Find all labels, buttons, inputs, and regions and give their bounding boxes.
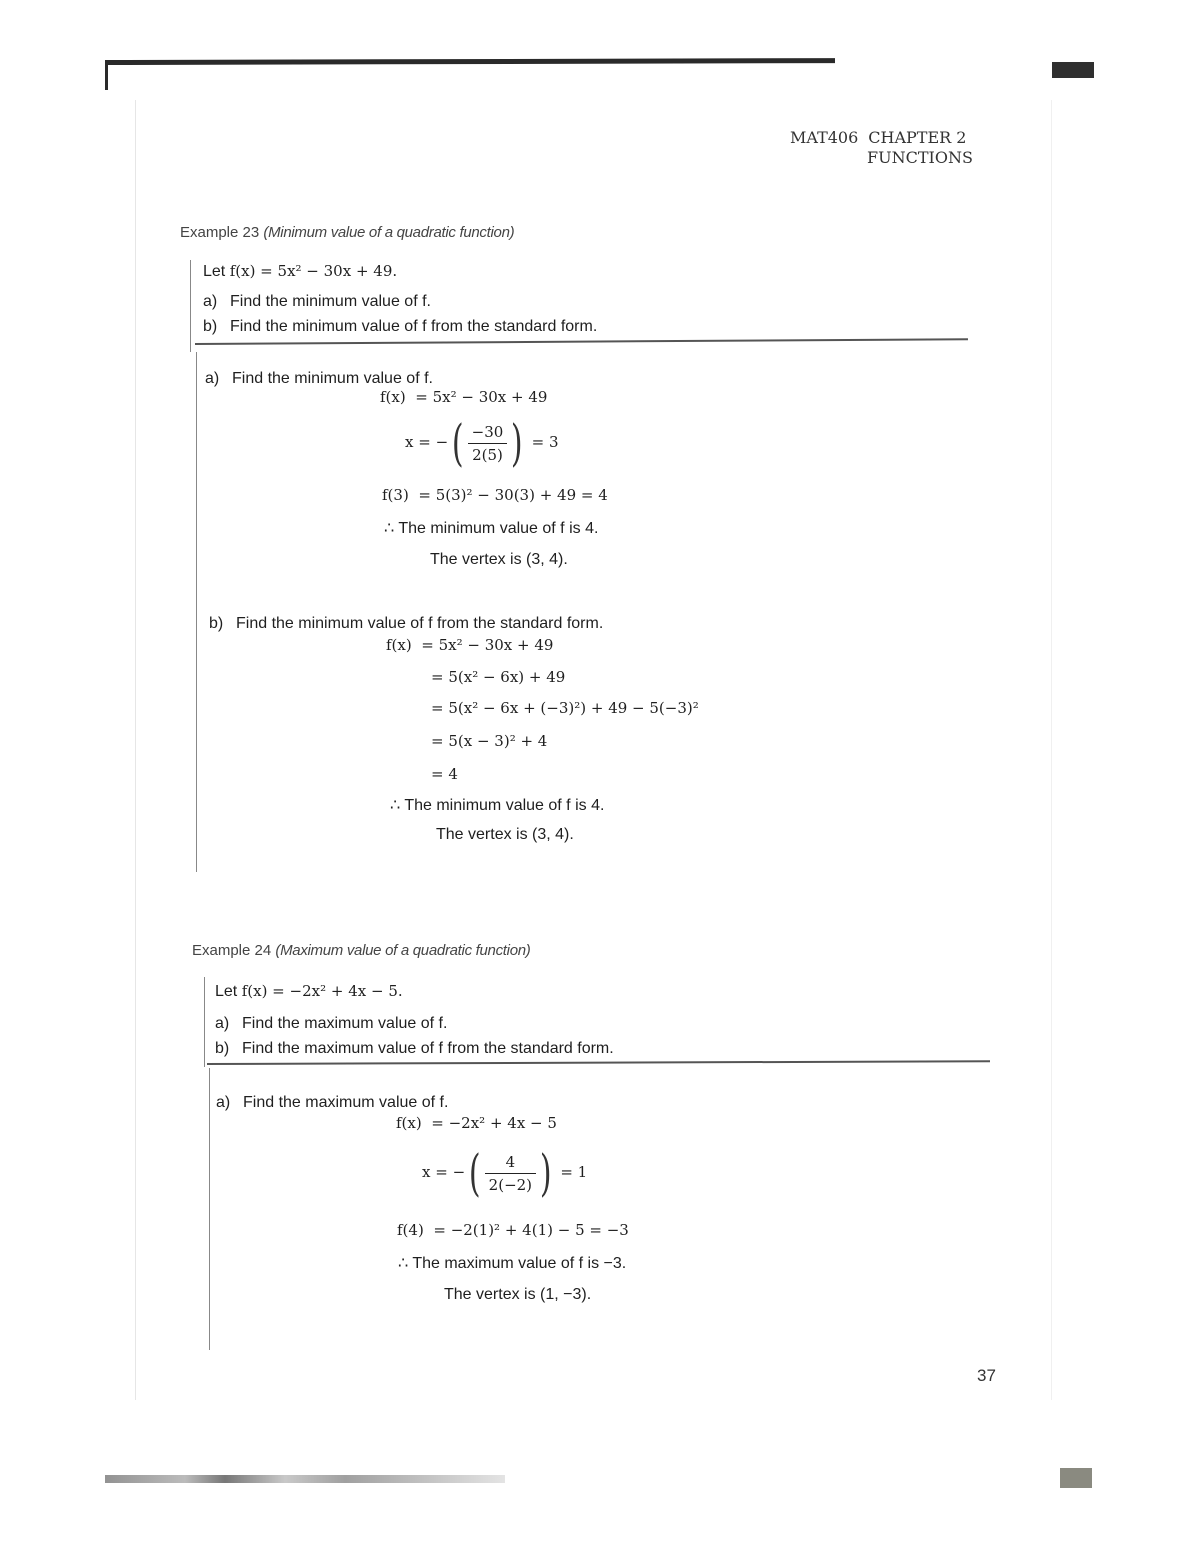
example-23-number: Example 23 bbox=[180, 224, 260, 241]
solution-23-border bbox=[196, 352, 197, 872]
example-24-subtitle: (Maximum value of a quadratic function) bbox=[275, 942, 531, 959]
let-label: Let bbox=[215, 983, 238, 1000]
example-24-number: Example 24 bbox=[192, 942, 272, 959]
example-23-subtitle: (Minimum value of a quadratic function) bbox=[263, 224, 515, 241]
fraction bbox=[468, 423, 508, 464]
question-text: Find the maximum value of f from the standard form. bbox=[242, 1040, 614, 1057]
solution-23-a-vertex-x: x = −( $\frac{-30}{2(5)}$ ) = 3 bbox=[405, 414, 559, 472]
solution-23-b-line3: = 5(x² − 6x + (−3)²) + 49 − 5(−3)² bbox=[431, 699, 699, 717]
equation-lhs: f(x) bbox=[396, 1114, 422, 1132]
solution-23-b-line4: = 5(x − 3)² + 4 bbox=[431, 732, 548, 750]
course-code: MAT406 bbox=[790, 128, 859, 147]
solution-24-a-vertex-x: x = −( $\frac{4}{2(-2)}$ ) = 1 bbox=[422, 1144, 588, 1202]
fraction-denominator: 2(−2) bbox=[488, 1175, 533, 1194]
equation-lhs: x bbox=[422, 1163, 431, 1181]
equation-lhs: x bbox=[405, 433, 414, 451]
example-24-title bbox=[192, 942, 530, 959]
fraction-denominator: 2(5) bbox=[472, 445, 503, 464]
solution-24-a-line1 bbox=[396, 1114, 557, 1132]
equation-rhs: = 5x² − 30x + 49 bbox=[415, 388, 548, 406]
let-label: Let bbox=[203, 263, 226, 280]
part-label: a) bbox=[215, 1015, 230, 1032]
question-24-b bbox=[215, 1040, 614, 1058]
paper-corner-shadow bbox=[1052, 62, 1094, 78]
question-23-b bbox=[203, 318, 597, 336]
solution-23-a-line1 bbox=[380, 388, 547, 406]
solution-heading: Find the maximum value of f. bbox=[243, 1094, 449, 1111]
paper-bottom-edge bbox=[105, 1475, 505, 1483]
fraction bbox=[485, 1153, 536, 1194]
equation-lhs: f(4) bbox=[397, 1221, 424, 1239]
solution-23-b-line1 bbox=[386, 636, 553, 654]
solution-24-a-conclusion: ∴ The maximum value of f is −3. bbox=[398, 1255, 627, 1272]
equation-lhs: f(x) bbox=[386, 636, 412, 654]
question-text: Find the maximum value of f. bbox=[242, 1015, 448, 1032]
page-header bbox=[790, 128, 973, 168]
equation-result: = 1 bbox=[560, 1163, 588, 1181]
equation-rhs: = −2(1)² + 4(1) − 5 = −3 bbox=[433, 1221, 629, 1239]
equation-lhs: f(x) bbox=[380, 388, 406, 406]
solution-24-a-vertex: The vertex is (1, −3). bbox=[444, 1286, 592, 1303]
solution-23-b-line2: = 5(x² − 6x) + 49 bbox=[431, 668, 566, 686]
equals-minus: = − bbox=[435, 1163, 466, 1181]
fraction-numerator: −30 bbox=[468, 423, 508, 444]
fraction-numerator: 4 bbox=[485, 1153, 536, 1174]
equation-rhs: = 5x² − 30x + 49 bbox=[421, 636, 554, 654]
solution-23-b-heading bbox=[209, 615, 603, 633]
question-24-a bbox=[215, 1015, 447, 1033]
equation-result: = 3 bbox=[531, 433, 559, 451]
question-23-a bbox=[203, 293, 431, 311]
equals-minus: = − bbox=[418, 433, 449, 451]
page-number: 37 bbox=[977, 1366, 996, 1385]
solution-heading: Find the minimum value of f from the standard form. bbox=[236, 615, 604, 632]
part-label: b) bbox=[215, 1040, 230, 1057]
question-text: Find the minimum value of f. bbox=[230, 293, 431, 310]
solution-23-b-line5: = 4 bbox=[431, 765, 458, 783]
equation-lhs: f(3) bbox=[382, 486, 409, 504]
question-23-border bbox=[190, 260, 191, 352]
solution-heading: Find the minimum value of f. bbox=[232, 370, 433, 387]
question-24-border bbox=[204, 977, 205, 1067]
chapter-label: CHAPTER 2 bbox=[868, 128, 967, 147]
solution-23-b-vertex: The vertex is (3, 4). bbox=[436, 826, 574, 843]
part-label: b) bbox=[203, 318, 218, 335]
paper-corner-bottom bbox=[1060, 1468, 1092, 1488]
function-definition: f(x) = 5x² − 30x + 49. bbox=[229, 262, 398, 280]
paper-top-edge bbox=[105, 58, 835, 65]
equation-rhs: = 5(3)² − 30(3) + 49 = 4 bbox=[418, 486, 608, 504]
part-label: a) bbox=[216, 1094, 231, 1111]
equation-rhs: = −2x² + 4x − 5 bbox=[431, 1114, 557, 1132]
question-text: Find the minimum value of f from the standard form. bbox=[230, 318, 598, 335]
part-label: b) bbox=[209, 615, 224, 632]
solution-23-a-f3 bbox=[382, 486, 608, 504]
example-23-title bbox=[180, 224, 514, 241]
question-24-function bbox=[215, 982, 403, 1001]
solution-23-a-heading bbox=[205, 370, 433, 388]
solution-23-a-vertex: The vertex is (3, 4). bbox=[430, 551, 568, 568]
part-label: a) bbox=[203, 293, 218, 310]
solution-23-a-conclusion: ∴ The minimum value of f is 4. bbox=[384, 520, 599, 537]
paper-left-edge bbox=[105, 62, 108, 90]
solution-23-b-conclusion: ∴ The minimum value of f is 4. bbox=[390, 797, 605, 814]
solution-24-border bbox=[209, 1068, 210, 1350]
solution-24-a-f4 bbox=[397, 1221, 629, 1239]
chapter-title: FUNCTIONS bbox=[867, 148, 973, 167]
function-definition: f(x) = −2x² + 4x − 5. bbox=[241, 982, 403, 1000]
solution-24-a-heading bbox=[216, 1094, 448, 1112]
part-label: a) bbox=[205, 370, 220, 387]
question-23-function bbox=[203, 262, 397, 281]
